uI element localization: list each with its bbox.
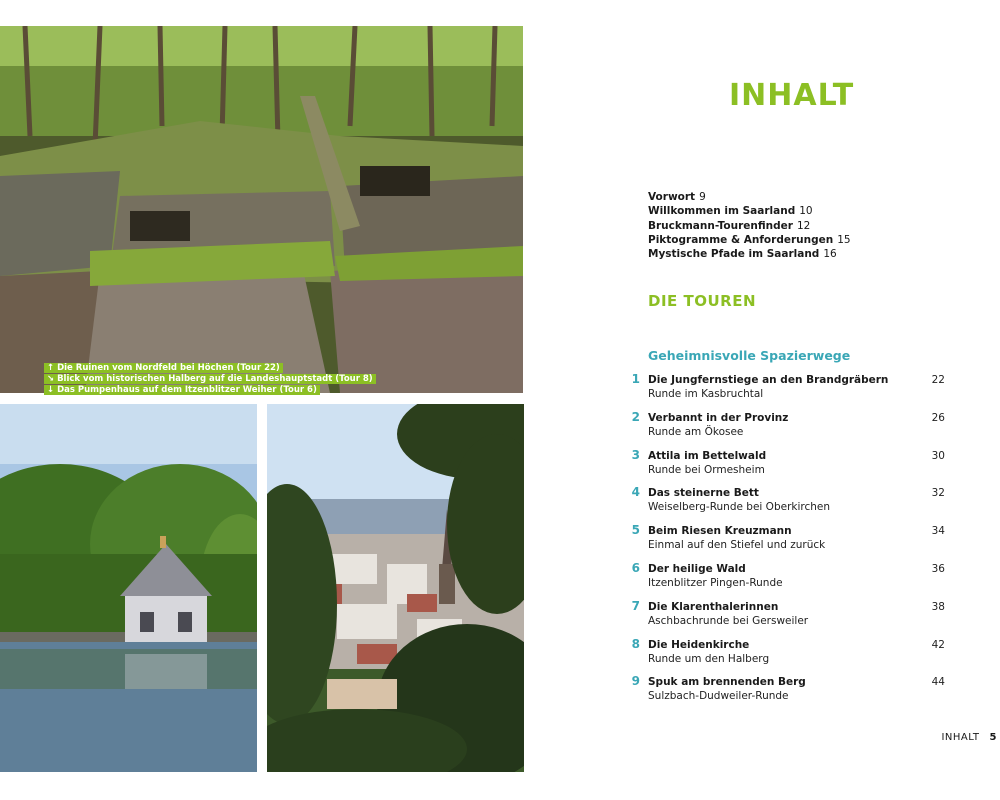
tour-list: [620, 373, 950, 713]
subsection-heading: Geheimnisvolle Spazierwege: [648, 348, 851, 363]
tour-page: 38: [931, 600, 945, 613]
front-matter-item[interactable]: Bruckmann-Tourenfinder 12: [648, 219, 811, 232]
tour-title: Die Heidenkirche: [648, 638, 750, 651]
photo-captions: [44, 363, 376, 396]
tour-title: Verbannt in der Provinz: [648, 411, 789, 424]
tour-entry[interactable]: [620, 600, 950, 638]
tour-title: Die Jungfernstiege an den Brandgräbern: [648, 374, 889, 386]
front-matter-list: [648, 190, 851, 261]
tour-entry[interactable]: [620, 675, 950, 713]
tour-entry[interactable]: [620, 524, 950, 562]
footer-page-number: 5: [989, 732, 997, 743]
tour-subtitle: Runde im Kasbruchtal: [648, 388, 764, 400]
tour-subtitle: Aschbachrunde bei Gersweiler: [648, 614, 809, 627]
tour-page: 42: [931, 638, 945, 651]
footer-label: INHALT: [941, 732, 980, 743]
tour-page: 26: [931, 411, 945, 424]
front-matter-item[interactable]: Piktogramme & Anforderungen 15: [648, 233, 851, 246]
tour-title: Der heilige Wald: [648, 562, 746, 575]
tour-entry[interactable]: [620, 638, 950, 676]
tour-page: 44: [931, 676, 945, 689]
tour-page: 32: [931, 487, 945, 500]
tour-title: Attila im Bettelwald: [648, 449, 767, 462]
tour-page: 34: [931, 525, 945, 538]
section-heading: DIE TOUREN: [648, 292, 757, 310]
tour-title: Beim Riesen Kreuzmann: [648, 525, 792, 538]
ruins-photo: [0, 26, 523, 393]
tour-number: 8: [631, 636, 640, 651]
tour-number: 3: [631, 447, 640, 462]
tour-subtitle: Itzenblitzer Pingen-Runde: [648, 576, 783, 589]
front-matter-item[interactable]: Vorwort 9: [648, 191, 706, 203]
tour-entry[interactable]: [620, 449, 950, 487]
tour-subtitle: Weiselberg-Runde bei Oberkirchen: [648, 501, 831, 514]
tour-page: 36: [931, 562, 945, 575]
tour-page: 30: [931, 449, 945, 462]
tour-number: 5: [631, 523, 640, 538]
page-title: INHALT: [729, 78, 855, 113]
tour-entry[interactable]: [620, 373, 950, 411]
front-matter-item[interactable]: Willkommen im Saarland 10: [648, 205, 813, 218]
tour-number: 6: [631, 560, 640, 575]
front-matter-item[interactable]: Mystische Pfade im Saarland 16: [648, 248, 837, 261]
tour-title: Das steinerne Bett: [648, 487, 759, 500]
page-footer: [941, 732, 997, 743]
tour-subtitle: Runde bei Ormesheim: [648, 463, 765, 476]
city-view-photo: [267, 404, 524, 772]
tour-number: 4: [631, 485, 640, 500]
tour-number: 1: [631, 372, 640, 386]
tour-subtitle: Sulzbach-Dudweiler-Runde: [648, 690, 789, 703]
tour-entry[interactable]: [620, 486, 950, 524]
tour-title: Spuk am brennenden Berg: [648, 676, 806, 689]
tour-subtitle: Runde am Ökosee: [648, 425, 744, 438]
caption-halberg: ↘ Blick vom historischen Halberg auf die Landeshauptstadt (Tour 8): [44, 374, 376, 384]
caption-pumphouse: ↓ Das Pumpenhaus auf dem Itzenblitzer Weiher (Tour 6): [44, 385, 320, 395]
tour-number: 2: [631, 409, 640, 424]
pumphouse-photo: [0, 404, 257, 772]
tour-entry[interactable]: [620, 411, 950, 449]
tour-title: Die Klarenthalerinnen: [648, 600, 779, 613]
tour-number: 9: [631, 674, 640, 689]
tour-subtitle: Einmal auf den Stiefel und zurück: [648, 539, 826, 552]
tour-entry[interactable]: [620, 562, 950, 600]
tour-page: 22: [931, 374, 945, 386]
caption-ruins: ↑ Die Ruinen vom Nordfeld bei Höchen (Tour 22): [44, 363, 283, 373]
tour-subtitle: Runde um den Halberg: [648, 652, 770, 665]
tour-number: 7: [631, 598, 640, 613]
